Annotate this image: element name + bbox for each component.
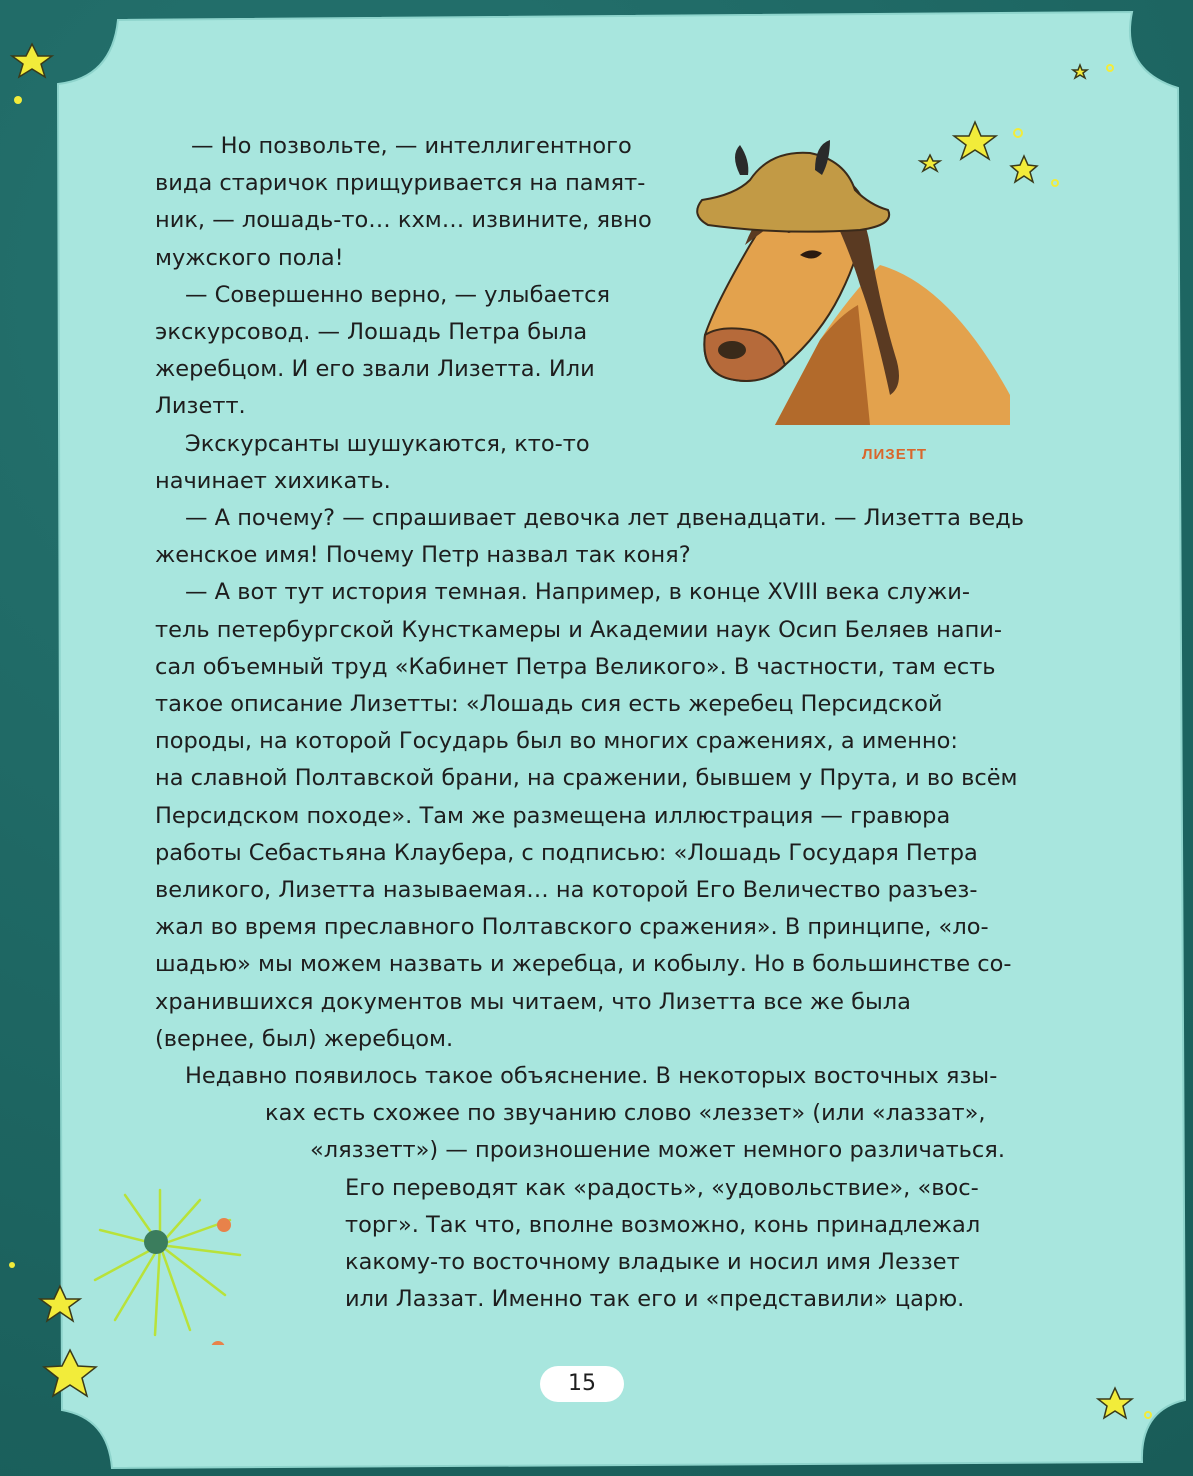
dot-icon: [9, 1262, 15, 1268]
star-icon: [12, 44, 52, 77]
star-icon: [1073, 65, 1087, 78]
text-line: Персидском походе». Там же размещена иллюстрация — гравюра: [155, 803, 951, 829]
body-text: [155, 128, 1025, 1368]
text-line: мужского пола!: [155, 245, 344, 271]
text-line: Недавно появилось такое объяснение. В некоторых восточных язы-: [185, 1063, 998, 1089]
text-line: Экскурсанты шушукаются, кто-то: [185, 431, 590, 457]
star-icon: [44, 1350, 96, 1396]
text-line: экскурсовод. — Лошадь Петра была: [155, 319, 588, 345]
circle-dot-icon: [1145, 1412, 1151, 1418]
text-line: какому-то восточному владыке и носил имя Леззет: [345, 1249, 960, 1275]
circle-dot-icon: [1052, 180, 1058, 186]
text-line: — Но позвольте, — интеллигентного: [191, 133, 632, 159]
text-line: — Совершенно верно, — улыбается: [185, 282, 611, 308]
text-line: породы, на которой Государь был во многих сражениях, а именно:: [155, 728, 958, 754]
text-line: (вернее, был) жеребцом.: [155, 1026, 454, 1052]
text-line: Лизетт.: [155, 393, 246, 419]
circle-dot-icon: [1107, 65, 1113, 71]
text-line: хранившихся документов мы читаем, что Лизетта все же была: [155, 989, 911, 1015]
text-line: женское имя! Почему Петр назвал так коня?: [155, 542, 691, 568]
text-line: шадью» мы можем назвать и жеребца, и кобылу. Но в большинстве со-: [155, 951, 1012, 977]
text-line: «ляззетт») — произношение может немного различаться.: [310, 1137, 1005, 1163]
circle-dot-icon: [1014, 129, 1022, 137]
text-line: работы Себастьяна Клаубера, с подписью: «Лошадь Государя Петра: [155, 840, 978, 866]
text-line: великого, Лизетта называемая… на которой Его Величество разъез-: [155, 877, 978, 903]
text-line: такое описание Лизетты: «Лошадь сия есть жеребец Персидской: [155, 691, 943, 717]
text-line: жал во время преславного Полтавского сражения». В принципе, «ло-: [155, 914, 989, 940]
text-line: торг». Так что, вполне возможно, конь принадлежал: [345, 1212, 981, 1238]
text-line: — А почему? — спрашивает девочка лет двенадцати. — Лизетта ведь: [185, 505, 1025, 531]
text-line: сал объемный труд «Кабинет Петра Великого». В частности, там есть: [155, 654, 996, 680]
star-icon: [1098, 1388, 1132, 1418]
star-icon: [40, 1286, 80, 1321]
text-line: — А вот тут история темная. Например, в конце XVIII века служи-: [185, 579, 970, 605]
text-line: вида старичок прищуривается на памят-: [155, 170, 646, 196]
text-line: начинает хихикать.: [155, 468, 391, 494]
page-number: 15: [540, 1366, 624, 1402]
text-line: Его переводят как «радость», «удовольствие», «вос-: [345, 1175, 979, 1201]
text-line: или Лаззат. Именно так его и «представили» царю.: [345, 1286, 965, 1312]
illustration-caption: ЛИЗЕТТ: [862, 446, 928, 463]
text-line: ник, — лошадь-то… кхм… извините, явно: [155, 207, 652, 233]
text-line: жеребцом. И его звали Лизетта. Или: [155, 356, 595, 382]
dot-icon: [14, 96, 22, 104]
text-line: на славной Полтавской брани, на сражении, бывшем у Прута, и во всём: [155, 765, 1018, 791]
text-line: тель петербургской Кунсткамеры и Академии наук Осип Беляев напи-: [155, 617, 1003, 643]
text-line: ках есть схожее по звучанию слово «леззет» (или «лаззат»,: [265, 1100, 986, 1126]
